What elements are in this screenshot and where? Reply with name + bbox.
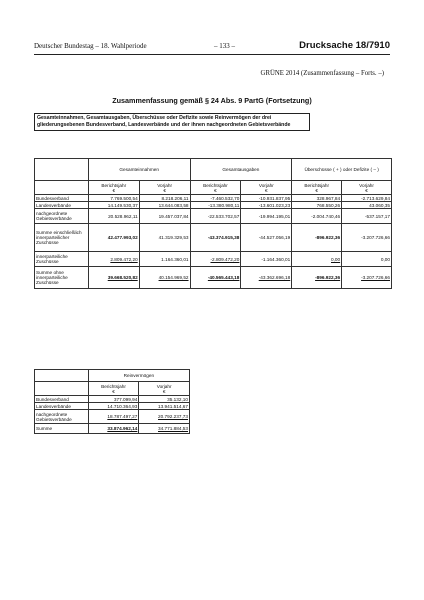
cell-value: 39.668.520,82: [88, 267, 139, 289]
table-row: [35, 252, 392, 267]
cell-value: 1.164.360,01: [139, 252, 190, 267]
row-label: nachgeordnete Gebietsverbände: [35, 410, 89, 424]
row-label: innerparteiliche Zuschüsse: [35, 252, 89, 267]
column-header: Vorjahr €: [139, 382, 190, 396]
summary-table: [34, 158, 392, 289]
row-label: Bundesverband: [35, 195, 89, 202]
column-header: Berichtsjahr €: [292, 181, 342, 195]
header-publication: Deutscher Bundestag – 18. Wahlperiode: [34, 42, 147, 50]
table-row: [35, 396, 190, 403]
subheader-row: [35, 382, 190, 396]
cell-value: 328.967,84: [292, 195, 342, 202]
cell-value: 18.787.497,27: [88, 410, 139, 424]
cell-value: 19.457.037,84: [139, 209, 190, 224]
subheading: GRÜNE 2014 (Zusammenfassung – Forts. –): [260, 70, 384, 77]
net-assets-table: [34, 369, 190, 434]
cell-value: 20.528.962,11: [88, 209, 139, 224]
cell-value: -2.004.740,46: [292, 209, 342, 224]
corner-cell: [35, 382, 89, 396]
cell-value: 20.792.237,73: [139, 410, 190, 424]
table-description: Gesamteinnahmen, Gesamtausgaben, Überschüsse oder Defizite sowie Reinvermögen der drei gliederungsebenen Bundesverband, Landesverbände und der ihnen nachgeordneten Gebietsverbände: [34, 113, 310, 131]
cell-value: 42.477.993,02: [88, 224, 139, 252]
table-row: [35, 410, 190, 424]
subheader-row: [35, 181, 392, 195]
column-header: Berichtsjahr €: [88, 382, 139, 396]
table-row: [35, 195, 392, 202]
cell-value: -13.380.980,11: [190, 202, 241, 209]
group-header: Reinvermögen: [88, 370, 189, 382]
cell-value: -3.207.726,66: [342, 224, 392, 252]
row-label: Summe ohne innerparteiliche Zuschüsse: [35, 267, 89, 289]
cell-value: 377.099,94: [88, 396, 139, 403]
corner-cell: [35, 370, 89, 382]
cell-value: 40.154.969,52: [139, 267, 190, 289]
cell-value: 0,00: [342, 252, 392, 267]
group-header: Gesamtausgaben: [190, 159, 292, 181]
cell-value: -43.374.915,38: [190, 224, 241, 252]
cell-value: -13.601.023,23: [241, 202, 292, 209]
cell-value: -44.527.056,19: [241, 224, 292, 252]
cell-value: 43.060,35: [342, 202, 392, 209]
cell-value: -40.565.443,18: [190, 267, 241, 289]
cell-value: 7.769.500,54: [88, 195, 139, 202]
group-header-row: [35, 370, 190, 382]
cell-value: 34.771.884,53: [139, 424, 190, 434]
row-label: Landesverbände: [35, 403, 89, 410]
table-row: [35, 209, 392, 224]
row-label: Summe einschließlich innerparteilicher Zuschüsse: [35, 224, 89, 252]
group-header: Gesamteinnahmen: [88, 159, 190, 181]
group-header-row: [35, 159, 392, 181]
cell-value: 14.149.530,37: [88, 202, 139, 209]
row-label: Landesverbände: [35, 202, 89, 209]
doc-number: 7910: [368, 40, 390, 51]
cell-value: 13.941.514,67: [139, 403, 190, 410]
cell-value: -1.164.360,01: [241, 252, 292, 267]
cell-value: -537.157,17: [342, 209, 392, 224]
header-page-number: – 133 –: [214, 42, 235, 50]
corner-cell: [35, 181, 89, 195]
row-label: Bundesverband: [35, 396, 89, 403]
column-header: Berichtsjahr €: [88, 181, 139, 195]
cell-value: 33.874.962,14: [88, 424, 139, 434]
table-row: [35, 403, 190, 410]
cell-value: 13.644.083,58: [139, 202, 190, 209]
cell-value: 41.319.329,53: [139, 224, 190, 252]
cell-value: -2.713.629,84: [342, 195, 392, 202]
cell-value: -10.931.837,95: [241, 195, 292, 202]
cell-value: 2.809.472,20: [88, 252, 139, 267]
cell-value: -896.922,36: [292, 267, 342, 289]
cell-value: -19.994.195,01: [241, 209, 292, 224]
cell-value: -43.362.696,18: [241, 267, 292, 289]
row-label: Summe: [35, 424, 89, 434]
section-title: Zusammenfassung gemäß § 24 Abs. 9 PartG (Fortsetzung): [112, 96, 312, 105]
cell-value: 0,00: [292, 252, 342, 267]
cell-value: -22.533.702,57: [190, 209, 241, 224]
cell-value: -3.207.726,66: [342, 267, 392, 289]
table-row: [35, 424, 190, 434]
header-doc-number: [299, 40, 390, 51]
group-header: Überschüsse ( + ) oder Defizite ( – ): [292, 159, 392, 181]
cell-value: -7.460.532,70: [190, 195, 241, 202]
cell-value: 35.132,10: [139, 396, 190, 403]
table-row: [35, 202, 392, 209]
cell-value: 8.218.206,11: [139, 195, 190, 202]
column-header: Vorjahr €: [241, 181, 292, 195]
column-header: Vorjahr €: [139, 181, 190, 195]
column-header: Berichtsjahr €: [190, 181, 241, 195]
row-label: nachgeordnete Gebietsverbände: [35, 209, 89, 224]
cell-value: 768.550,26: [292, 202, 342, 209]
table-row: [35, 224, 392, 252]
table-row: [35, 267, 392, 289]
cell-value: -896.922,36: [292, 224, 342, 252]
cell-value: -2.809.472,20: [190, 252, 241, 267]
header-divider: [34, 54, 390, 55]
column-header: Vorjahr €: [342, 181, 392, 195]
cell-value: 14.710.364,93: [88, 403, 139, 410]
corner-cell: [35, 159, 89, 181]
doc-prefix: Drucksache 18/: [299, 40, 369, 51]
